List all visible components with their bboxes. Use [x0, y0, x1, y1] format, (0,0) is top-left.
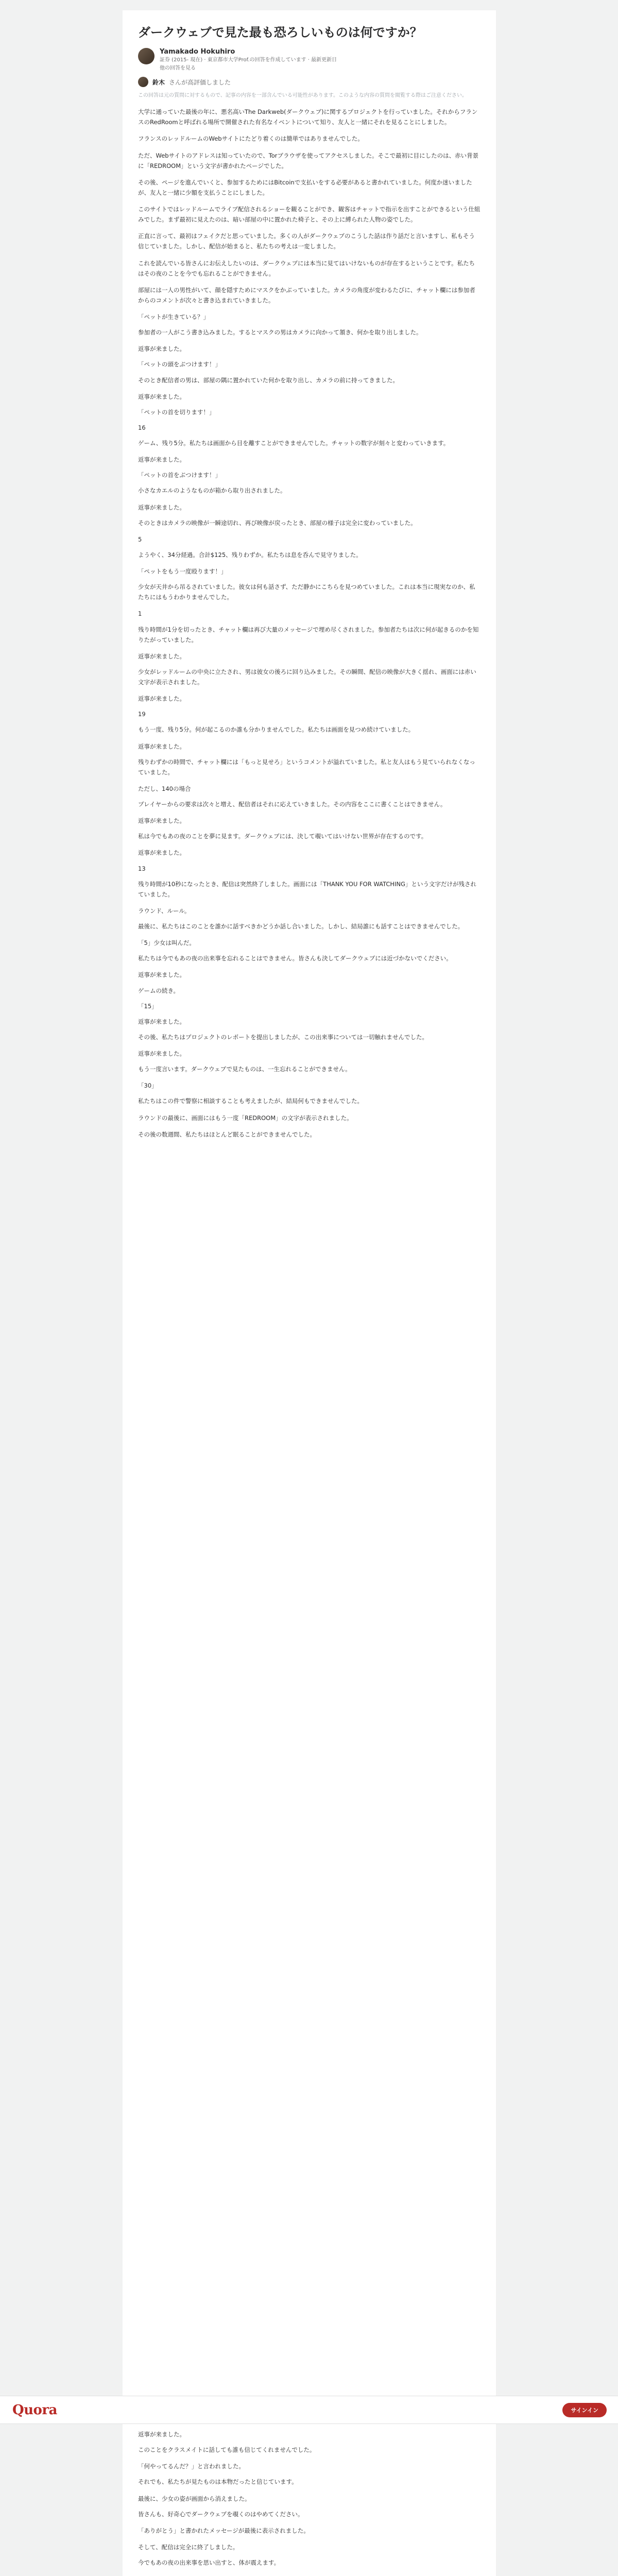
answer-paragraph: 13 — [138, 865, 146, 872]
answer-paragraph: そのとき配信者の男は、部屋の隅に置かれていた何かを取り出し、カメラの前に持ってきました。 — [138, 376, 399, 384]
answer-paragraph: これを読んでいる皆さんにお伝えしたいのは、ダークウェブには本当に見てはいけないものが存在するということです。私たちはその夜のことを今でも忘れることができません。 — [138, 259, 475, 277]
answer-paragraph: そのときはカメラの映像が一瞬途切れ、再び映像が戻ったとき、部屋の様子は完全に変わっていました。 — [138, 519, 417, 527]
answer-paragraph: 大学に通っていた最後の年に、悪名高いThe Darkweb(ダークウェブ)に関するプロジェクトを行っていました。それからフランスのRedRoomと呼ばれる場所で開催された有名なイベントについて知り、友人と一緒にそれを見ることにしました。 — [138, 108, 478, 126]
answer-paragraph: 皆さんも、好奇心でダークウェブを覗くのはやめてください。 — [138, 2510, 304, 2518]
answer-paragraph: ラウンド、ルール。 — [138, 907, 191, 914]
answer-paragraph: 返事が来ました。 — [138, 503, 185, 511]
answer-paragraph: 1 — [138, 610, 142, 618]
answer-paragraph: プレイヤーからの要求は次々と増え、配信者はそれに応えていきました。その内容をここに書くことはできません。 — [138, 801, 447, 808]
answer-paragraph: 少女がレッドルームの中央に立たされ、男は彼女の後ろに回り込みました。その瞬間、配信の映像が大きく揺れ、画面には赤い文字が表示されました。 — [138, 668, 476, 686]
answer-paragraph: 返事が来ました。 — [138, 456, 185, 464]
answer-paragraph: ようやく、34分経過。合計$125、残りわずか。私たちは息を呑んで見守りました。 — [138, 551, 362, 558]
answer-paragraph: このサイトではレッドルームでライブ配信されるショーを観ることができ、観客はチャットで指示を出すことができるという仕組みでした。まず最初に見えたのは、暗い部屋の中に置かれた椅子と、その上に縛られた人物の姿でした。 — [138, 206, 480, 224]
author-info — [160, 48, 337, 72]
answer-paragraph: 返事が来ました。 — [138, 971, 185, 979]
answer-paragraph: ただ、Webサイトのアドレスは知っていたので、Torブラウザを使ってアクセスしました。そこで最初に目にしたのは、赤い背景に「REDROOM」という文字が書かれたページでした。 — [138, 151, 479, 170]
quora-logo[interactable]: Quora — [12, 2402, 57, 2418]
upvoter-name[interactable]: 鈴木 — [152, 78, 165, 86]
upvoter-avatar[interactable] — [138, 77, 148, 87]
author-name[interactable]: Yamakado Hokuhiro — [160, 48, 235, 56]
answer-paragraph: 残りわずかの時間で、チャット欄には「もっと見せろ」というコメントが溢れていました。私と友人はもう見ていられなくなっていました。 — [138, 758, 475, 776]
answer-paragraph: もう一度言います。ダークウェブで見たものは、一生忘れることができません。 — [138, 1065, 351, 1073]
answer-paragraph: 残り時間が1分を切ったとき、チャット欄は再び大量のメッセージで埋め尽くされました。参加者たちは次に何が起きるのかを知りたがっていました。 — [138, 625, 479, 643]
answer-paragraph: 参加者の一人がこう書き込みました。するとマスクの男はカメラに向かって頷き、何かを取り出しました。 — [138, 329, 422, 336]
answer-paragraph: ただし、140の場合 — [138, 785, 191, 792]
author-extra[interactable]: 他の回答を見る — [160, 65, 196, 71]
answer-paragraph: もう一度、残り5分。何が起こるのか誰も分かりませんでした。私たちは画面を見つめ続けていました。 — [138, 726, 415, 734]
answer-paragraph: 「ありがとう」と書かれたメッセージが最後に表示されました。 — [138, 2527, 310, 2534]
answer-card — [123, 10, 496, 2396]
answer-paragraph: 「ペットが生きている？」 — [138, 313, 209, 321]
answer-paragraph: このことをクラスメイトに話しても誰も信じてくれませんでした。 — [138, 2446, 316, 2454]
answer-paragraph: 「15」 — [138, 1002, 158, 1010]
answer-card-continued — [123, 2424, 496, 2576]
answer-paragraph: そして、配信は完全に終了しました。 — [138, 2543, 239, 2551]
answer-paragraph: 返事が来ました。 — [138, 1050, 185, 1058]
answer-paragraph: フランスのレッドルームのWebサイトにたどり着くのは簡単ではありませんでした。 — [138, 135, 364, 143]
answer-paragraph: 19 — [138, 710, 146, 718]
site-banner — [0, 2396, 618, 2424]
answer-paragraph: 最後に、私たちはこのことを誰かに話すべきかどうか話し合いました。しかし、結局誰にも話すことはできませんでした。 — [138, 923, 464, 930]
answer-paragraph: 5 — [138, 535, 142, 543]
answer-paragraph: 「ペットをもう一度殴ります！」 — [138, 568, 227, 575]
author-avatar[interactable] — [138, 48, 154, 64]
answer-paragraph: その後、ページを進んでいくと、参加するためにはBitcoinで支払いをする必要があると書かれていました。何度か迷いましたが、友人と一緒に少額を支払うことにしました。 — [138, 178, 472, 196]
answer-paragraph: 残り時間が10秒になったとき、配信は突然終了しました。画面には「THANK YOU FOR WATCHING」という文字だけが残されていました。 — [138, 880, 476, 898]
answer-body — [138, 107, 480, 1140]
answer-paragraph: 「5」少女は叫んだ。 — [138, 939, 195, 947]
answer-paragraph: 返事が来ました。 — [138, 393, 185, 400]
answer-paragraph: その後、私たちはプロジェクトのレポートを提出しましたが、この出来事については一切触れませんでした。 — [138, 1033, 428, 1041]
answer-paragraph: 「ペットの頭をぶつけます！」 — [138, 361, 221, 368]
answer-paragraph: 返事が来ました。 — [138, 695, 185, 703]
answer-paragraph: それでも、私たちが見たものは本物だったと信じています。 — [138, 2478, 298, 2486]
signin-button[interactable]: サインイン — [562, 2403, 607, 2417]
answer-paragraph: 16 — [138, 423, 146, 431]
answer-paragraph: 返事が来ました。 — [138, 652, 185, 660]
answer-paragraph: 「ペットの首を切ります！」 — [138, 408, 215, 416]
answer-paragraph: 返事が来ました。 — [138, 742, 185, 750]
answer-paragraph: 私たちは今でもあの夜の出来事を忘れることはできません。皆さんも決してダークウェブには近づかないでください。 — [138, 955, 452, 962]
answer-paragraph: 私たちはこの件で警察に相談することも考えましたが、結局何もできませんでした。 — [138, 1097, 363, 1105]
answer-paragraph: ラウンドの最後に、画面にはもう一度「REDROOM」の文字が表示されました。 — [138, 1114, 353, 1122]
answer-paragraph: ゲームの続き。 — [138, 987, 180, 994]
answer-paragraph: 返事が来ました。 — [138, 2431, 185, 2438]
answer-paragraph: 正直に言って、最初はフェイクだと思っていました。多くの人がダークウェブのこうした話は作り話だと言いますし、私もそう信じていました。しかし、配信が始まると、私たちの考えは一変しました。 — [138, 232, 475, 250]
answer-paragraph: 部屋には一人の男性がいて、顔を隠すためにマスクをかぶっていました。カメラの角度が変わるたびに、チャット欄には参加者からのコメントが次々と書き込まれていきました。 — [138, 286, 475, 304]
answer-body-continued — [138, 2429, 480, 2576]
answer-paragraph: 少女が天井から吊るされていました。彼女は何も話さず、ただ静かにこちらを見つめていました。これは本当に現実なのか、私たちにはもうわかりませんでした。 — [138, 583, 475, 601]
answer-paragraph: 返事が来ました。 — [138, 1018, 185, 1025]
author-row — [138, 48, 480, 72]
answer-paragraph: 「何やってるんだ？」と言われました。 — [138, 2463, 245, 2470]
answer-paragraph: 最後に、少女の姿が画面から消えました。 — [138, 2495, 251, 2502]
content-notice: この回答は元の質問に対するもので、記事の内容を一部含んでいる可能性があります。このような内容の質問を閲覧する際はご注意ください。 — [138, 93, 467, 99]
answer-paragraph: 小さなカエルのようなものが箱から取り出されました。 — [138, 487, 286, 495]
answer-paragraph: その後の数週間、私たちはほとんど眠ることができませんでした。 — [138, 1130, 316, 1138]
upvoter-text: さんが高評価しました — [169, 78, 231, 86]
answer-paragraph: 「30」 — [138, 1082, 158, 1090]
answer-paragraph: 返事が来ました。 — [138, 345, 185, 353]
answer-paragraph: 今でもあの夜の出来事を思い出すと、体が震えます。 — [138, 2559, 280, 2566]
question-title[interactable]: ダークウェブで見た最も恐ろしいものは何ですか？ — [138, 25, 422, 40]
upvoter-row — [138, 77, 480, 87]
answer-paragraph: 返事が来ました。 — [138, 849, 185, 857]
answer-paragraph: 返事が来ました。 — [138, 817, 185, 825]
answer-paragraph: 「ペットの首をぶつけます！」 — [138, 471, 221, 479]
answer-paragraph — [138, 2574, 480, 2576]
author-meta: 証券 (2015- 現在) · 東京都市大学Prof.の回答を作成しています · 最新更新日 — [160, 57, 337, 63]
answer-paragraph: 私は今でもあの夜のことを夢に見ます。ダークウェブには、決して覗いてはいけない世界が存在するのです。 — [138, 833, 427, 840]
answer-paragraph: ゲーム、残り5分。私たちは画面から目を離すことができませんでした。チャットの数字が刻々と変わっていきます。 — [138, 439, 450, 447]
